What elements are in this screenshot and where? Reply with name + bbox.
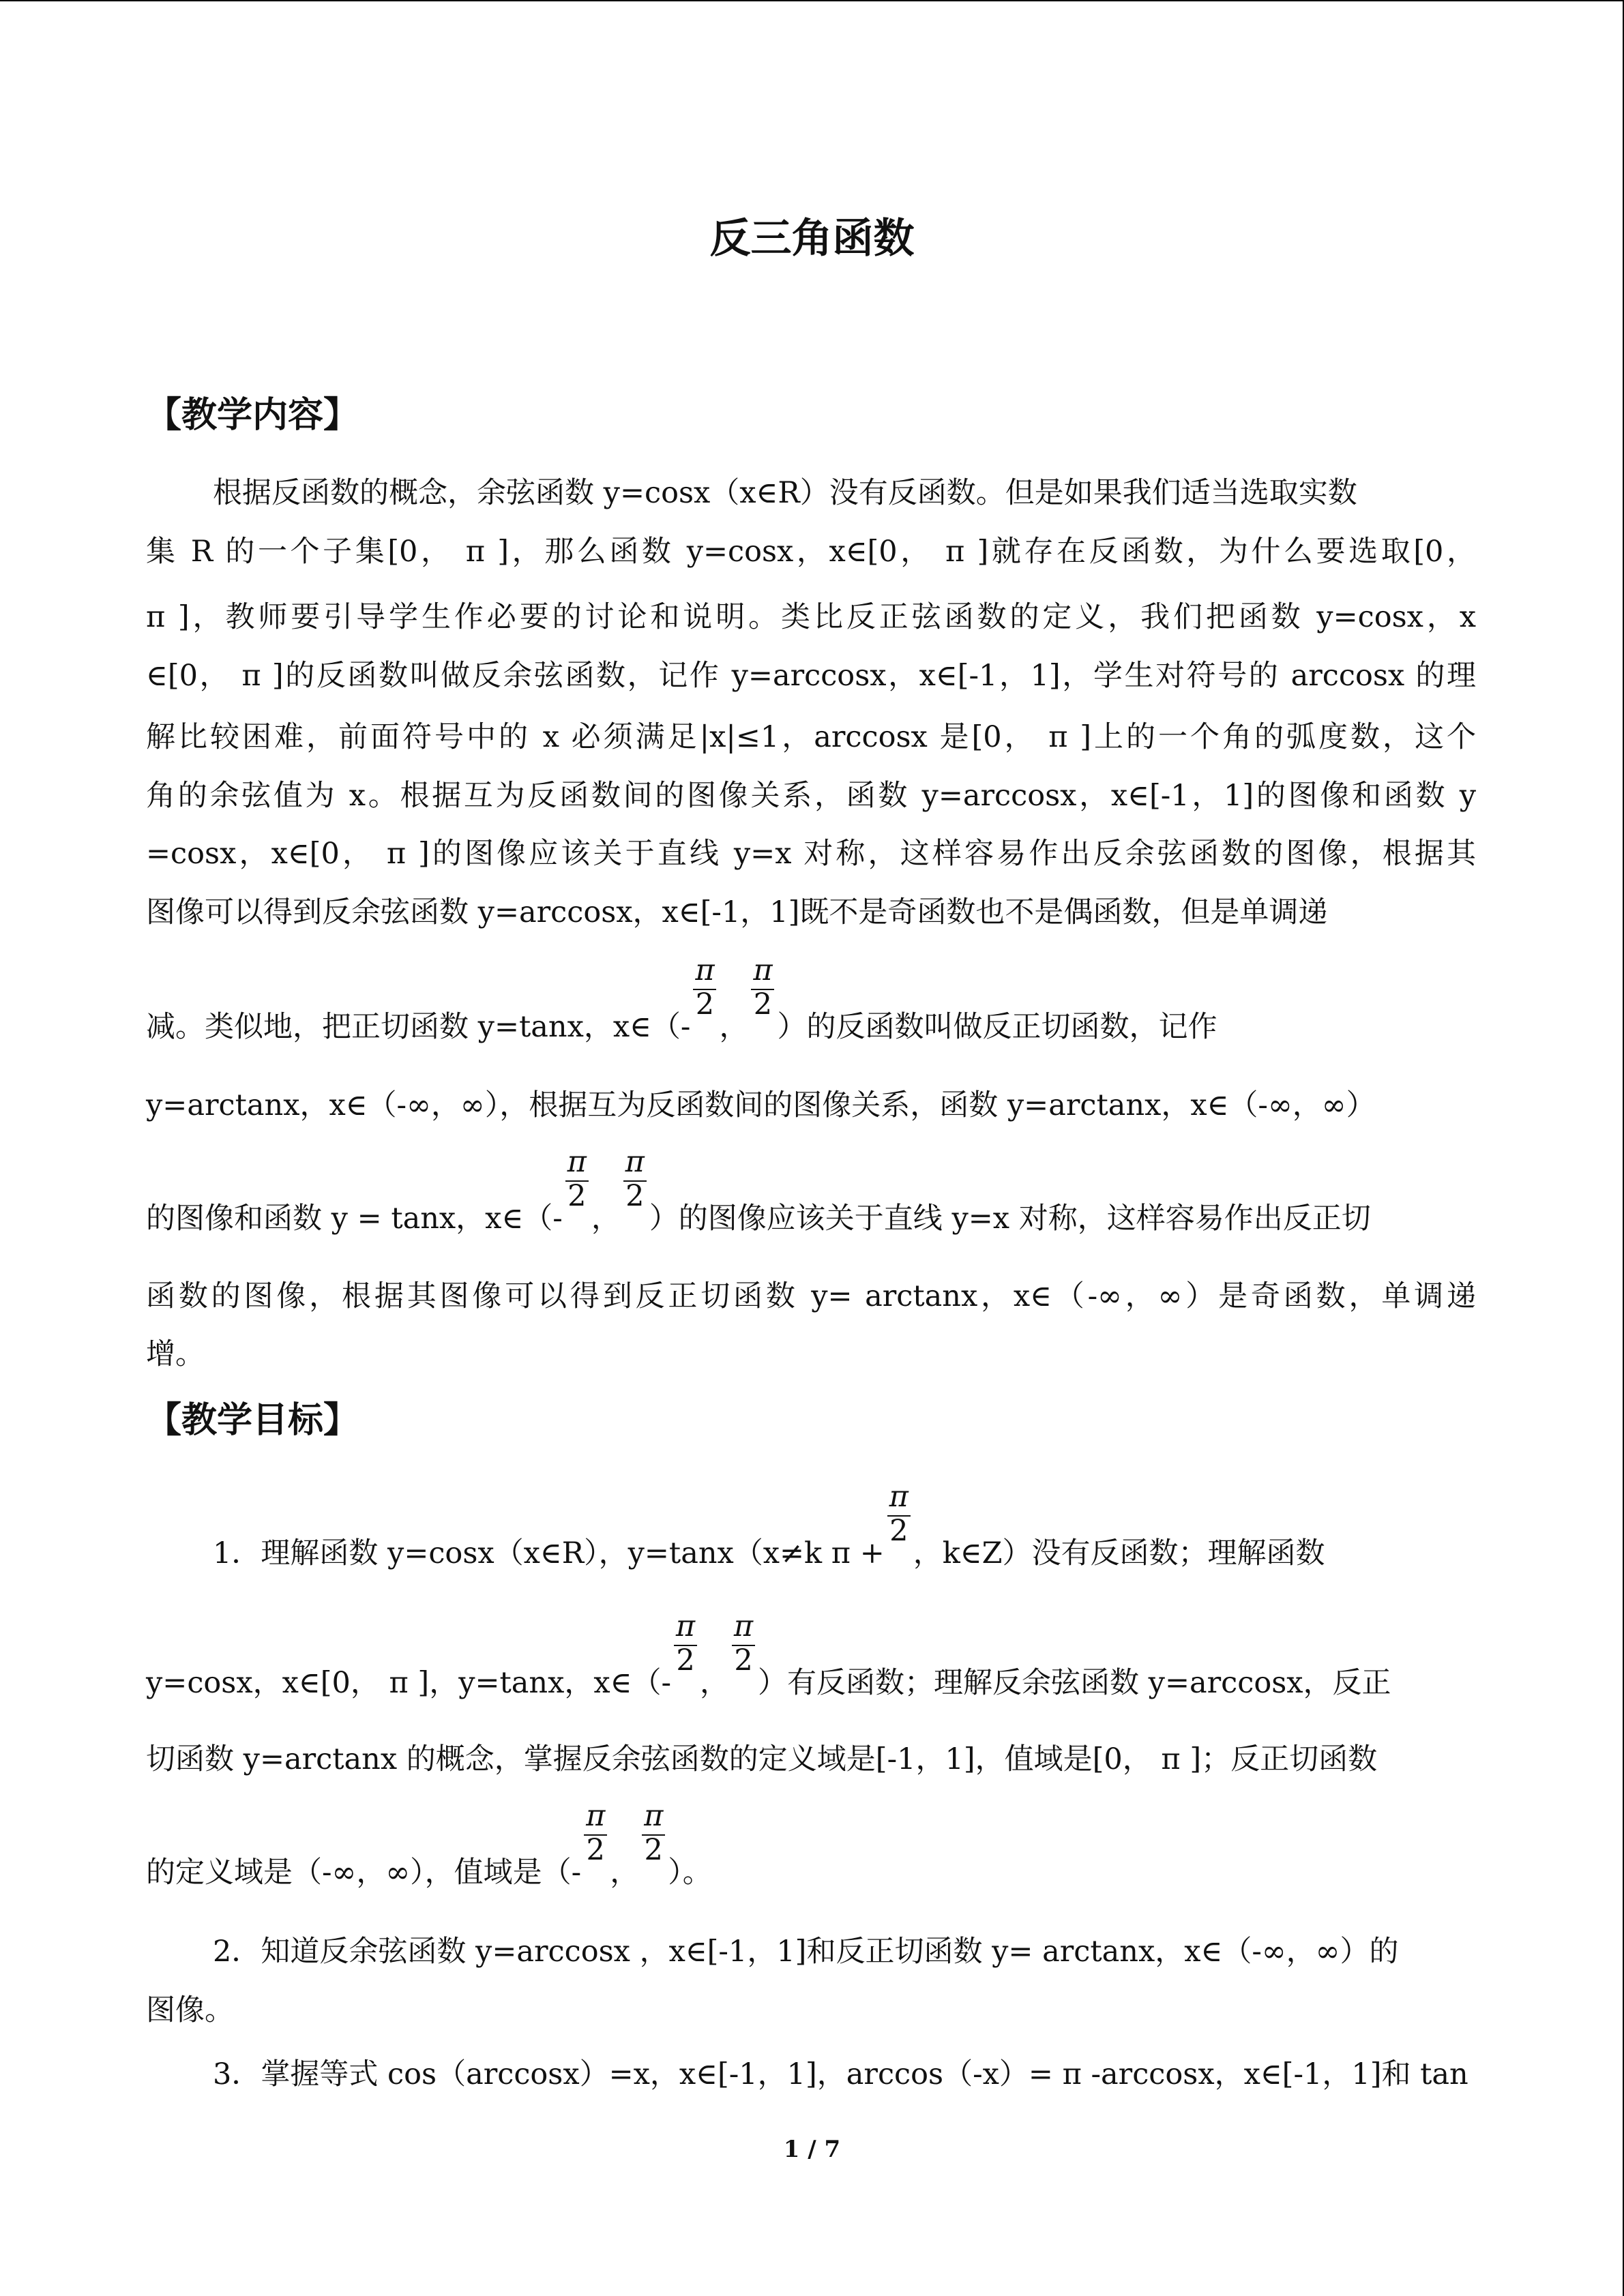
fraction-numerator: π	[675, 1609, 696, 1643]
fraction-denominator: 2	[644, 1833, 663, 1867]
fraction-numerator: π	[733, 1609, 754, 1643]
page-number: 1 / 7	[783, 2136, 841, 2163]
fraction-denominator: 2	[889, 1514, 909, 1548]
content-line-13: 增。	[146, 1337, 205, 1371]
fraction-pi-over-2	[729, 1609, 758, 1703]
text-segment: 的定义域是（-∞，∞），值域是（-	[146, 1855, 582, 1890]
text-segment: ）的图像应该关于直线 y=x 对称，这样容易作出反正切	[649, 1202, 1371, 1236]
content-line-7: =cosx，x∈[0， π ]的图像应该关于直线 y=x 对称，这样容易作出反余弦函数的图像，根据其	[146, 837, 1476, 871]
goal-2-line-2: 图像。	[146, 1993, 234, 2027]
goal-1-line-3: 切函数 y=arctanx 的概念，掌握反余弦函数的定义域是[-1，1]，值域是[0， π ]；反正切函数	[146, 1742, 1378, 1776]
fraction-pi-over-2	[690, 953, 719, 1047]
fraction-pi-over-2	[621, 1145, 649, 1239]
text-segment: ）有反函数；理解反余弦函数 y=arccosx，反正	[758, 1666, 1391, 1700]
goal-1-line-1	[213, 1480, 1325, 1574]
text-segment: 减。类似地，把正切函数 y=tanx，x∈（-	[146, 1010, 691, 1044]
content-line-8: 图像可以得到反余弦函数 y=arccosx，x∈[-1，1]既不是奇函数也不是偶函数，但是单调递	[146, 895, 1328, 929]
fraction-denominator: 2	[586, 1833, 605, 1867]
text-segment: 1．理解函数 y=cosx（x∈R），y=tanx（x≠k π +	[213, 1536, 885, 1570]
fraction-denominator: 2	[676, 1643, 695, 1678]
content-line-5: 解比较困难，前面符号中的 x 必须满足|x|≤1，arccosx 是[0， π ]上的一个角的弧度数，这个	[146, 720, 1476, 754]
fraction-numerator: π	[753, 953, 773, 987]
goal-1-line-2	[146, 1609, 1391, 1703]
content-line-4: ∈[0， π ]的反函数叫做反余弦函数，记作 y=arccosx，x∈[-1，1]，学生对符号的 arccosx 的理	[146, 659, 1476, 693]
text-segment: ，	[591, 1202, 621, 1236]
section-heading-content: 【教学内容】	[146, 395, 359, 436]
fraction-numerator: π	[644, 1799, 664, 1833]
text-segment: ）。	[668, 1855, 712, 1890]
fraction-numerator: π	[625, 1145, 645, 1179]
fraction-pi-over-2	[639, 1799, 668, 1893]
content-line-9	[146, 953, 1217, 1047]
content-line-11	[146, 1145, 1371, 1239]
content-line-10: y=arctanx，x∈（-∞，∞），根据互为反函数间的图像关系，函数 y=arctanx，x∈（-∞，∞）	[146, 1088, 1376, 1122]
text-segment: 的图像和函数 y = tanx，x∈（-	[146, 1202, 563, 1236]
content-line-1: 根据反函数的概念，余弦函数 y=cosx（x∈R）没有反函数。但是如果我们适当选取实数	[213, 476, 1357, 510]
goal-1-line-4	[146, 1799, 712, 1893]
text-segment: ，	[610, 1855, 640, 1890]
text-segment: ，	[719, 1010, 749, 1044]
fraction-numerator: π	[567, 1145, 587, 1179]
text-segment: ，k∈Z）没有反函数；理解函数	[913, 1536, 1325, 1570]
document-title: 反三角函数	[709, 215, 915, 263]
fraction-pi-over-2	[748, 953, 777, 1047]
content-line-6: 角的余弦值为 x。根据互为反函数间的图像关系，函数 y=arccosx，x∈[-1，1]的图像和函数 y	[146, 779, 1476, 813]
page-border-top	[0, 0, 1624, 1]
content-line-12: 函数的图像，根据其图像可以得到反正切函数 y= arctanx，x∈（-∞，∞）是奇函数，单调递	[146, 1279, 1476, 1313]
content-line-3: π ]，教师要引导学生作必要的讨论和说明。类比反正弦函数的定义，我们把函数 y=cosx，x	[146, 600, 1476, 634]
fraction-pi-over-2	[885, 1480, 913, 1574]
fraction-denominator: 2	[567, 1179, 587, 1213]
fraction-numerator: π	[889, 1480, 909, 1514]
fraction-pi-over-2	[671, 1609, 700, 1703]
fraction-denominator: 2	[625, 1179, 645, 1213]
fraction-numerator: π	[695, 953, 715, 987]
fraction-denominator: 2	[734, 1643, 753, 1678]
fraction-numerator: π	[586, 1799, 606, 1833]
content-line-2: 集 R 的一个子集[0， π ]，那么函数 y=cosx，x∈[0， π ]就存在反函数，为什么要选取[0，	[146, 535, 1476, 569]
fraction-pi-over-2	[581, 1799, 610, 1893]
text-segment: ，	[700, 1666, 729, 1700]
goal-2-line-1: 2．知道反余弦函数 y=arccosx ，x∈[-1，1]和反正切函数 y= arctanx，x∈（-∞，∞）的	[213, 1935, 1399, 1969]
section-heading-goals: 【教学目标】	[146, 1400, 359, 1441]
fraction-denominator: 2	[695, 987, 715, 1022]
goal-3-line-1: 3．掌握等式 cos（arccosx）=x，x∈[-1，1]，arccos（-x）= π -arccosx，x∈[-1，1]和 tan	[213, 2057, 1468, 2091]
text-segment: ）的反函数叫做反正切函数，记作	[777, 1010, 1217, 1044]
fraction-pi-over-2	[563, 1145, 591, 1239]
fraction-denominator: 2	[753, 987, 773, 1022]
text-segment: y=cosx，x∈[0， π ]，y=tanx，x∈（-	[146, 1666, 671, 1700]
